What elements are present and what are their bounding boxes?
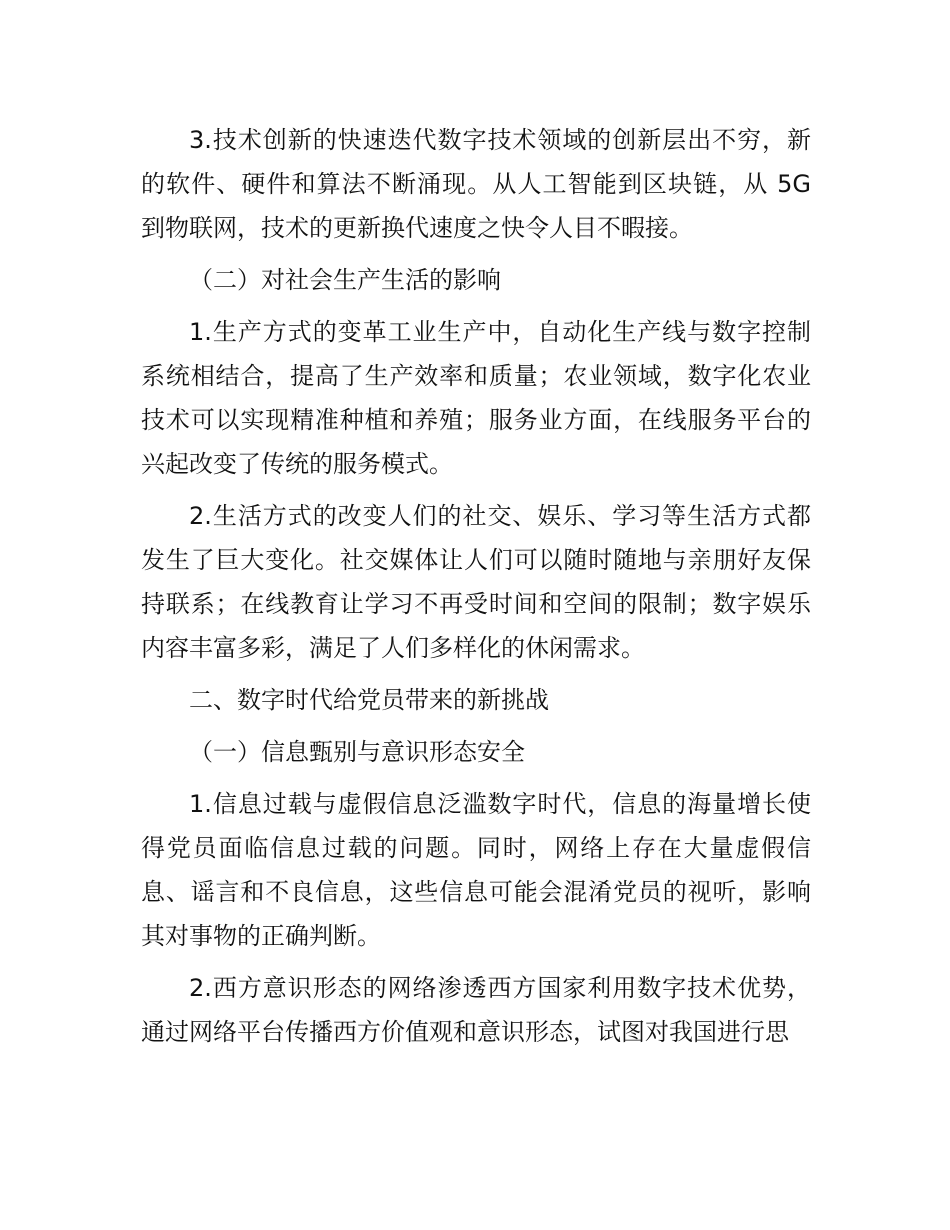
document-body xyxy=(141,118,811,1062)
paragraph-production-change: 1.生产方式的变革工业生产中，自动化生产线与数字控制系统相结合，提高了生产效率和质量；农业领域，数字化农业技术可以实现精准种植和养殖；服务业方面，在线服务平台的兴起改变了传统的服务模式。 xyxy=(141,318,811,478)
heading-new-challenges: 二、数字时代给党员带来的新挑战 xyxy=(189,686,549,714)
paragraph-lifestyle-change: 2.生活方式的改变人们的社交、娱乐、学习等生活方式都发生了巨大变化。社交媒体让人们可以随时随地与亲朋好友保持联系；在线教育让学习不再受时间和空间的限制；数字娱乐内容丰富多彩，满足了人们多样化的休闲需求。 xyxy=(141,502,811,662)
heading-info-security: （一）信息甄别与意识形态安全 xyxy=(189,738,525,766)
paragraph-info-overload: 1.信息过载与虚假信息泛滥数字时代，信息的海量增长使得党员面临信息过载的问题。同时，网络上存在大量虚假信息、谣言和不良信息，这些信息可能会混淆党员的视听，影响其对事物的正确判断。 xyxy=(141,790,811,950)
paragraph-tech-innovation: 3.技术创新的快速迭代数字技术领域的创新层出不穷，新的软件、硬件和算法不断涌现。从人工智能到区块链，从 5G 到物联网，技术的更新换代速度之快令人目不暇接。 xyxy=(141,126,811,242)
heading-social-impact: （二）对社会生产生活的影响 xyxy=(189,266,501,294)
paragraph-ideology-infiltration: 2.西方意识形态的网络渗透西方国家利用数字技术优势，通过网络平台传播西方价值观和意识形态，试图对我国进行思 xyxy=(141,974,811,1046)
